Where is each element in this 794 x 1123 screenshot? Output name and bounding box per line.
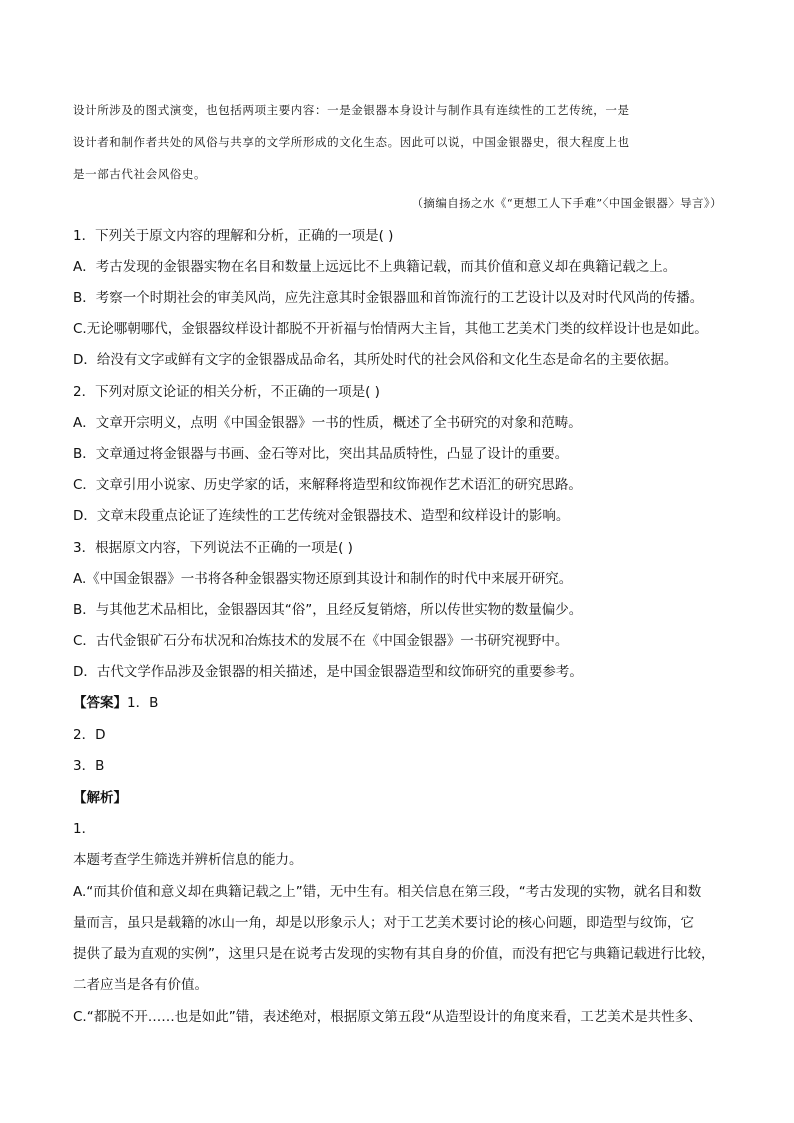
question-1-option-d: D．给没有文字或鲜有文字的金银器成品命名，其所处时代的社会风俗和文化生态是命名的主要依据。 [73,352,678,368]
analysis-line: 量而言，虽只是载籍的冰山一角，却是以形象示人；对于工艺美术要讨论的核心问题，即造型与纹饰，它 [73,915,694,931]
analysis-label: 【解析】 [73,790,127,806]
question-2-option-b: B．文章通过将金银器与书画、金石等对比，突出其品质特性，凸显了设计的重要。 [73,446,569,462]
answer-item: 3．B [73,758,105,774]
question-3-option-a: A.《中国金银器》一书将各种金银器实物还原到其设计和制作的时代中来展开研究。 [73,571,573,587]
passage-line: 设计者和制作者共处的风俗与共享的文学所形成的文化生态。因此可以说，中国金银器史，很大程度上也 [73,135,630,149]
question-2-option-c: C．文章引用小说家、历史学家的话，来解释将造型和纹饰视作艺术语汇的研究思路。 [73,477,582,493]
passage-line: 设计所涉及的图式演变，也包括两项主要内容：一是金银器本身设计与制作具有连续性的工艺传统，一是 [73,103,630,117]
question-2-stem: 2．下列对原文论证的相关分析，不正确的一项是( ) [73,384,380,400]
question-3-option-d: D．古代文学作品涉及金银器的相关描述，是中国金银器造型和纹饰研究的重要参考。 [73,664,583,680]
passage-source: （摘编自扬之水《“更想工人下手难”〈中国金银器〉导言》） [411,196,722,210]
analysis-line: C.“都脱不开……也是如此”错，表述绝对，根据原文第五段“从造型设计的角度来看，工艺美术是共性多、 [73,1009,702,1025]
answer-label: 【答案】 [73,695,127,711]
answer-item: 2．D [73,727,106,743]
question-3-stem: 3．根据原文内容，下列说法不正确的一项是( ) [73,540,353,556]
analysis-line: 提供了最为直观的实例”，这里只是在说考古发现的实物有其自身的价值，而没有把它与典籍记载进行比较， [73,946,715,962]
question-3-option-c: C．古代金银矿石分布状况和冶炼技术的发展不在《中国金银器》一书研究视野中。 [73,633,569,649]
answer-item: 1．B [127,695,159,711]
analysis-number: 1． [73,821,96,837]
question-1-option-b: B．考察一个时期社会的审美风尚，应先注意其时金银器皿和首饰流行的工艺设计以及对时代风尚的传播。 [73,290,704,306]
question-3-option-b: B．与其他艺术品相比，金银器因其“俗”，且经反复销熔，所以传世实物的数量偏少。 [73,602,583,618]
question-1-option-c: C.无论哪朝哪代，金银器纹样设计都脱不开祈福与怡情两大主旨，其他工艺美术门类的纹样设计也是如此。 [73,321,708,337]
question-1-stem: 1．下列关于原文内容的理解和分析，正确的一项是( ) [73,228,394,244]
passage-line: 是一部古代社会风俗史。 [73,167,207,181]
analysis-line: A.“而其价值和意义却在典籍记载之上”错，无中生有。相关信息在第三段，“考古发现的实物，就名目和数 [73,884,702,900]
question-1-option-a: A．考古发现的金银器实物在名目和数量上远远比不上典籍记载，而其价值和意义却在典籍记载之上。 [73,259,677,275]
question-2-option-a: A．文章开宗明义，点明《中国金银器》一书的性质，概述了全书研究的对象和范畴。 [73,415,582,431]
analysis-line: 本题考查学生筛选并辨析信息的能力。 [73,852,303,868]
analysis-line: 二者应当是各有价值。 [73,977,208,993]
answer-line [73,694,158,712]
question-2-option-d: D．文章末段重点论证了连续性的工艺传统对金银器技术、造型和纹样设计的影响。 [73,508,570,524]
